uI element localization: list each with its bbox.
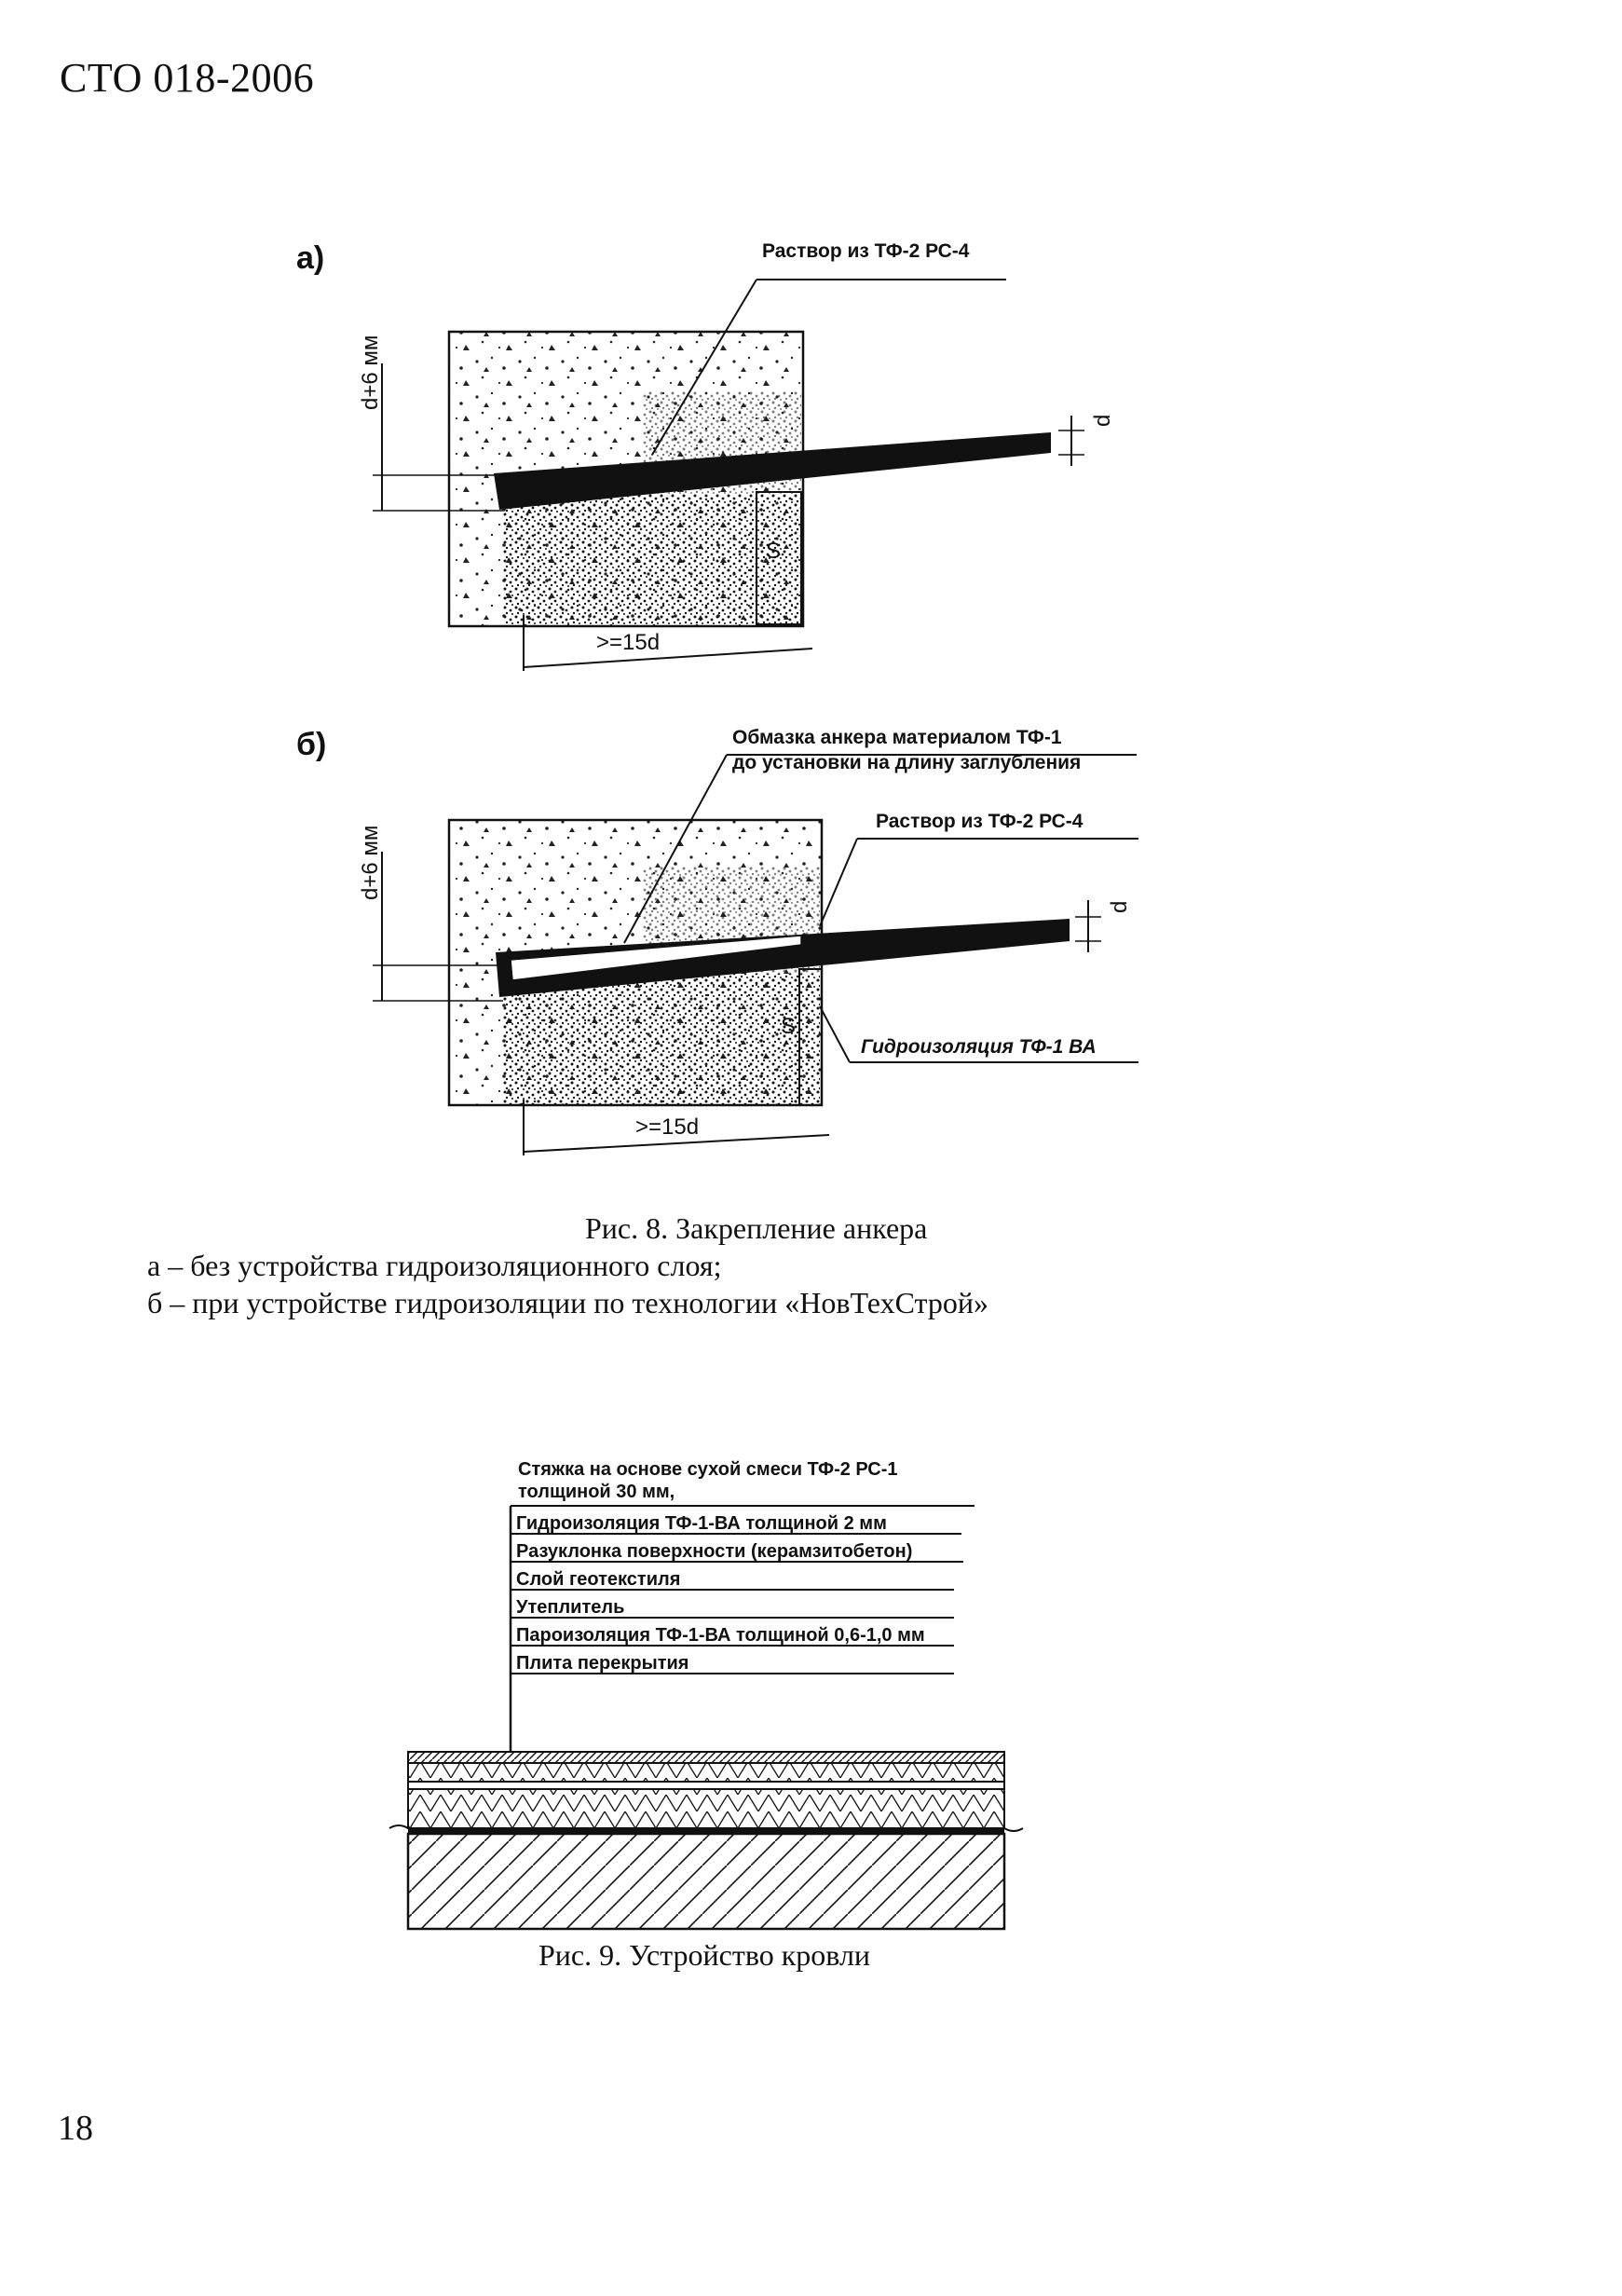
panel-b-mortar-label: Раствор из ТФ-2 РС-4: [876, 811, 1084, 832]
roof-layer-geotextile: Слой геотекстиля: [516, 1569, 681, 1590]
roof-layer-slope: Разуклонка поверхности (керамзитобетон): [516, 1541, 913, 1562]
panel-a-s-dim: S: [766, 539, 782, 564]
panel-b-waterproof-label: Гидроизоляция ТФ-1 ВА: [861, 1036, 1097, 1058]
panel-a-length-dim: >=15d: [596, 630, 661, 655]
panel-b-coating-label-2: до установки на длину заглубления: [732, 752, 1082, 773]
panel-a-mortar-label: Раствор из ТФ-2 РС-4: [762, 240, 970, 262]
figure-8-caption-a: а – без устройства гидроизоляционного слоя;: [147, 1249, 722, 1282]
panel-b-depth-dim: d+6 мм: [358, 825, 383, 900]
panel-a-depth-dim: d+6 мм: [358, 335, 383, 410]
roof-screed-label-2: толщиной 30 мм,: [518, 1482, 675, 1502]
panel-b-length-dim: >=15d: [635, 1114, 700, 1140]
panel-b-letter: б): [296, 727, 327, 762]
figure-8-caption: Рис. 8. Закрепление анкера: [585, 1211, 928, 1245]
figure-9-caption: Рис. 9. Устройство кровли: [538, 1938, 871, 1972]
roof-layer-insulation: Утеплитель: [516, 1597, 625, 1618]
page-number: 18: [58, 2109, 93, 2148]
panel-a-letter: а): [296, 240, 325, 276]
roof-layer-slab: Плита перекрытия: [516, 1653, 689, 1674]
panel-b-s-dim: S: [781, 1014, 797, 1039]
roof-layer-vapor-barrier: Пароизоляция ТФ-1-ВА толщиной 0,6-1,0 мм: [516, 1625, 925, 1646]
roof-section-drawing: [389, 1752, 1023, 1929]
roof-screed-label-1: Стяжка на основе сухой смеси ТФ-2 РС-1: [518, 1459, 898, 1480]
document-code: СТО 018-2006: [60, 55, 315, 101]
panel-b-d-dim: d: [1107, 900, 1132, 913]
figure-8-caption-b: б – при устройстве гидроизоляции по технологии «НовТехСтрой»: [147, 1286, 988, 1319]
panel-b-coating-label-1: Обмазка анкера материалом ТФ-1: [732, 727, 1062, 748]
roof-layer-waterproofing: Гидроизоляция ТФ-1-ВА толщиной 2 мм: [516, 1513, 887, 1534]
panel-a-d-dim: d: [1090, 414, 1115, 427]
